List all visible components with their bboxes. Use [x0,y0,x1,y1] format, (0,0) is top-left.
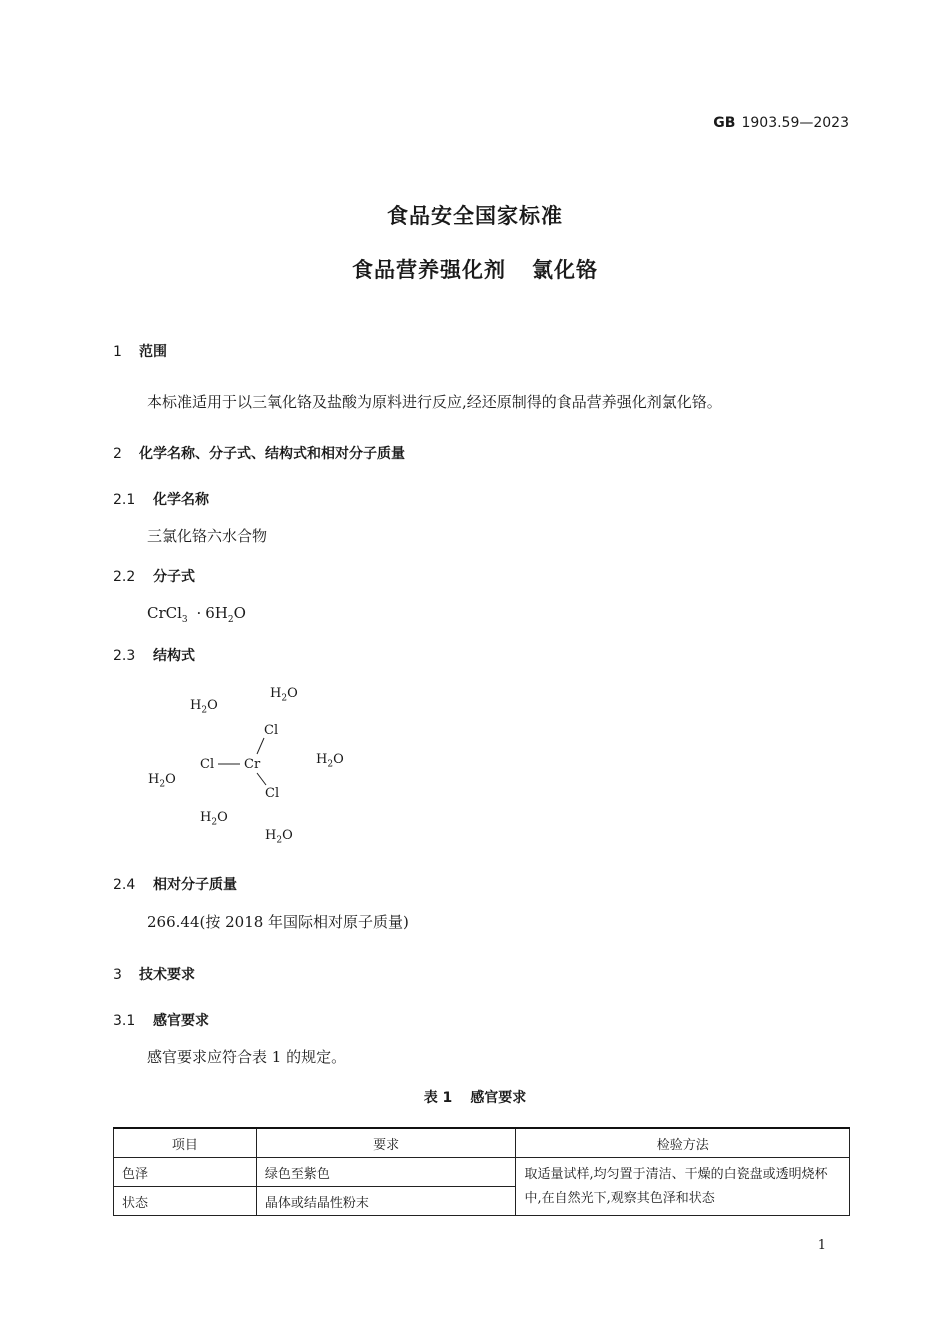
table-cell-requirement: 绿色至紫色 [256,1158,516,1187]
section-3-heading [113,964,195,984]
table-row [114,1158,850,1187]
standard-number: 1903.59—2023 [741,115,849,131]
table-header-cell: 检验方法 [516,1128,850,1158]
chlorine-atom: Cl [200,757,215,772]
section-3-1-heading [113,1010,209,1030]
section-number: 2.4 [113,877,136,893]
section-2-4-heading [113,874,237,894]
table-caption [0,1087,950,1107]
formula-part: 6H [205,604,228,622]
section-title: 结构式 [153,648,195,664]
bond-cr-cl-lower [257,773,266,785]
table-header-row [114,1128,850,1158]
formula-dot: · [196,604,202,622]
section-number: 3.1 [113,1013,136,1029]
standard-code [713,115,849,131]
table-cell-item: 状态 [114,1187,257,1216]
table-number: 表 1 [423,1090,453,1106]
section-title: 化学名称、分子式、结构式和相对分子质量 [139,446,405,462]
section-1-text: 本标准适用于以三氧化铬及盐酸为原料进行反应,经还原制得的食品营养强化剂氯化铬。 [147,393,722,411]
chemical-name: 三氯化铬六水合物 [147,527,268,545]
standard-prefix: GB [713,115,736,131]
table-header-cell: 项目 [114,1128,257,1158]
water-molecule: $H_2O$ [265,828,293,846]
water-molecule: $H_2O$ [270,686,298,704]
section-title: 相对分子质量 [153,877,237,893]
formula-part: CrCl [147,604,182,622]
section-2-heading [113,443,405,463]
subtitle-substance: 氯化铬 [532,258,598,282]
chromium-atom: Cr [244,757,261,772]
formula-subscript: 2 [227,615,234,625]
formula-part: O [233,604,246,622]
chlorine-atom: Cl [264,723,279,738]
sensory-requirement-text: 感官要求应符合表 1 的规定。 [147,1048,347,1066]
document-subtitle [0,254,950,284]
water-molecule: $H_2O$ [316,752,344,770]
table-header-cell: 要求 [256,1128,516,1158]
water-molecule: $H_2O$ [200,810,228,828]
section-number: 2.3 [113,648,136,664]
section-title: 化学名称 [153,492,209,508]
section-title: 感官要求 [153,1013,209,1029]
page-number: 1 [817,1238,826,1253]
chlorine-atom: Cl [265,786,280,801]
table-cell-item: 色泽 [114,1158,257,1187]
section-title: 范围 [139,344,167,360]
section-2-2-heading [113,566,195,586]
formula-subscript: 3 [181,615,188,625]
document-title: 食品安全国家标准 [387,204,563,228]
section-1-heading [113,341,167,361]
section-number: 1 [113,344,122,360]
molecular-formula [147,604,246,625]
section-number: 2.1 [113,492,136,508]
section-2-3-heading [113,645,195,665]
table-cell-method: 取适量试样,均匀置于清洁、干燥的白瓷盘或透明烧杯中,在自然光下,观察其色泽和状态 [516,1158,850,1216]
section-number: 3 [113,967,122,983]
structural-formula [140,680,360,850]
section-2-1-heading [113,489,209,509]
subtitle-category: 食品营养强化剂 [352,258,506,282]
bond-cr-cl-upper [257,738,264,754]
sensory-requirements-table [113,1127,850,1216]
section-title: 技术要求 [139,967,195,983]
section-number: 2 [113,446,122,462]
water-molecule: $H_2O$ [148,772,176,790]
water-molecule: $H_2O$ [190,698,218,716]
molecular-mass: 266.44(按 2018 年国际相对原子质量) [147,913,409,931]
section-number: 2.2 [113,569,136,585]
table-title: 感官要求 [470,1090,527,1106]
section-title: 分子式 [153,569,195,585]
table-cell-requirement: 晶体或结晶性粉末 [256,1187,516,1216]
